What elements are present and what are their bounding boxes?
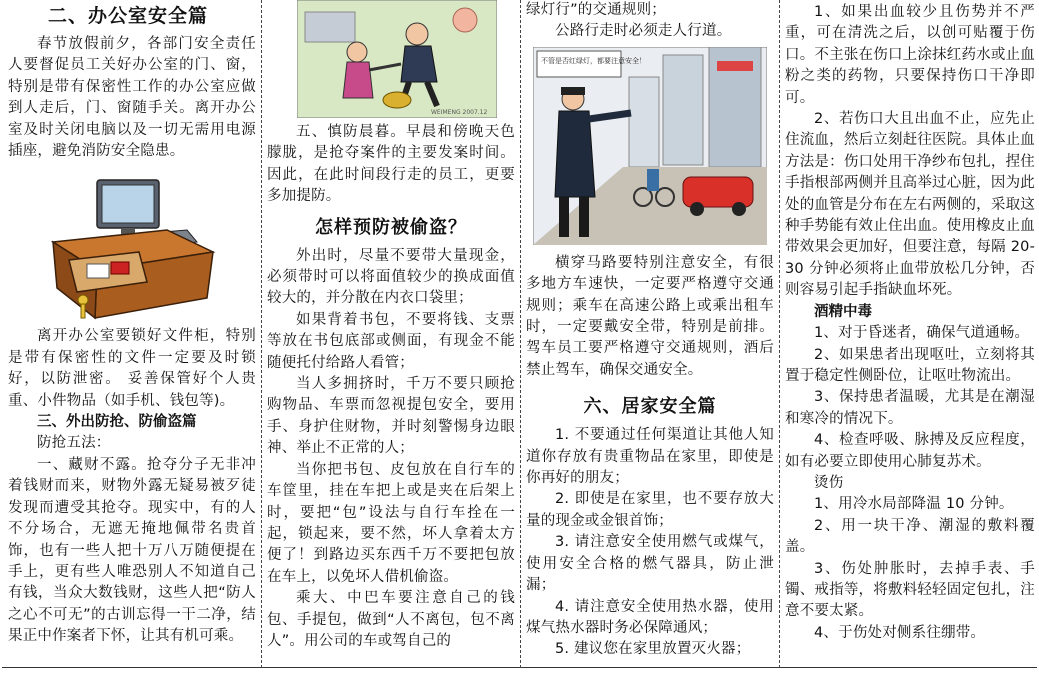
column-divider [779,0,780,668]
subheading-burns: 烫伤 [814,474,844,491]
paragraph: 春节放假前夕，各部门安全责任人要督促员工关好办公室的门、窗，特别是带有保密性工作的办公室应做到人走后，门、窗随手关。离开办公室及时关闭电脑以及一切无需用电源插座，避免消防安全隐患。 [8,36,256,160]
paragraph: 一、藏财不露。抢夺分子无非冲着钱财而来，财物外露无疑易被歹徒发现而遭受其抢夺。现实中，有的人不分场合，无遮无掩地佩带名贵首饰，也有一些人把十万八万随便提在手上，更有些人唯恐别人不知道自己有钱，当众大数钱财，这些人把“防人之心不可无”的古训忘得一干二净，结果正中作案者下怀，让其有机可乘。 [8,456,256,645]
desk-computer-illustration [47,172,217,322]
paragraph: 5. 建议您在家里放置灭火器； [555,641,751,658]
paragraph: 横穿马路要特别注意安全，有很多地方车速快，一定要严格遵守交通规则；乘车在高速公路上或乘出租车时，一定要戴安全带，特别是前排。驾车员工要严格遵守交通规则，酒后禁止驾车，确保交通安全。 [526,254,774,378]
section-heading-home: 六、居家安全篇 [583,396,717,418]
paragraph: 4、于伤处对侧系往绷带。 [814,624,986,641]
speech-bubble-text: 不管是否红绿灯，都要注意安全！ [541,56,646,65]
newsletter-page [2,0,1037,668]
column-divider [520,0,521,668]
column-1 [8,0,256,668]
paragraph: 当你把书包、皮包放在自行车的车筐里，挂在车把上或是夹在后架上时，要把“包”设法与自行车拴在一起，锁起来，要不然，坏人拿着太方便了！到路边买东西千万不要把包放在车上，以免坏人借机偷盗。 [267,461,515,585]
illustration-signature: WEIMENG 2007.12 [431,109,488,116]
section-heading-theft: 怎样预防被偷盗？ [315,216,467,238]
paragraph: 五、慎防晨暮。早晨和傍晚天色朦胧，是抢夺案件的主要发案时间。因此，在此时间段行走的员工，更要多加提防。 [267,124,515,205]
section-heading-office: 二、办公室安全篇 [48,5,209,27]
paragraph: 如果背着书包，不要将钱、支票等放在书包底部或侧面，有现金不能随便托付给路人看管； [267,311,515,371]
paragraph: 离开办公室要锁好文件柜，特别是带有保密性的文件一定要及时锁好，以防泄密。 妥善保管好个人贵重、小件物品（如手机、钱包等)。 [8,328,256,409]
robbery-illustration [297,0,497,118]
column-2 [267,0,515,668]
paragraph: 4. 请注意安全使用热水器，使用煤气热水器时务必保障通风； [526,598,774,636]
paragraph: 1. 不要通过任何渠道让其他人知道你存放有贵重物品在家里，即使是你再好的朋友； [526,427,774,487]
paragraph: 3、保持患者温暖，尤其是在潮湿和寒冷的情况下。 [785,389,1035,427]
column-divider [261,0,262,668]
paragraph: 2、用一块干净、潮湿的敷料覆盖。 [785,517,1035,556]
paragraph: 2、若伤口大且出血不止，应先止住流血，然后立刻赶往医院。具体止血方法是：伤口处用干净纱布包扎，捏住手指根部两侧并且高举过心脏，因为此处的血管是分布在左右两侧的，采取这种手势能有效止住出血。使用橡皮止血带效果会更加好，但要注意，每隔 20-30 分钟必须将止血带放松几分钟，否则容易引起手指缺血坏死。 [785,111,1035,299]
column-4 [785,0,1035,668]
paragraph: 4、检查呼吸、脉搏及反应程度，如有必要立即使用心肺复苏术。 [785,432,1035,470]
paragraph: 1、用冷水局部降温 10 分钟。 [814,496,1014,513]
paragraph: 2. 即使是在家里，也不要存放大量的现金或金银首饰； [526,491,774,529]
paragraph: 绿灯行”的交通规则； [526,2,667,18]
paragraph: 1、如果出血较少且伤势并不严重，可在清洗之后，以创可贴覆于伤口。不主张在伤口上涂抹红药水或止血粉之类的药物，只要保持伤口干净即可。 [785,4,1035,106]
paragraph: 公路行走时必须走人行道。 [555,23,732,40]
subheading-alcohol-poisoning: 酒精中毒 [814,303,872,320]
paragraph: 乘大、中巴车要注意自己的钱包、手提包，做到“人不离包，包不离人”。用公司的车或驾自己的 [267,590,515,649]
paragraph: 3、伤处肿胀时，去掉手表、手镯、戒指等，将敷料轻轻固定包扎，注意不要太紧。 [785,560,1035,620]
paragraph: 防抢五法： [37,435,111,452]
paragraph: 1、对于昏迷者，确保气道通畅。 [814,325,1030,342]
section-heading-outing: 三、外出防抢、防偷盗篇 [37,414,197,431]
traffic-police-illustration [533,47,767,245]
paragraph: 2、如果患者出现呕吐，立刻将其置于稳定性侧卧位，让呕吐物流出。 [785,346,1035,384]
paragraph: 外出时，尽量不要带大量现金，必须带时可以将面值较少的换成面值较大的，并分散在内衣口袋里； [267,247,515,307]
paragraph: 3. 请注意安全使用燃气或煤气，使用安全合格的燃气器具，防止泄漏； [526,534,774,594]
column-3 [526,0,774,668]
paragraph: 当人多拥挤时，千万不要只顾抢购物品、车票而忽视提包安全，要用手、身护住财物，并时刻警惕身边眼神、举止不正常的人； [267,376,515,457]
